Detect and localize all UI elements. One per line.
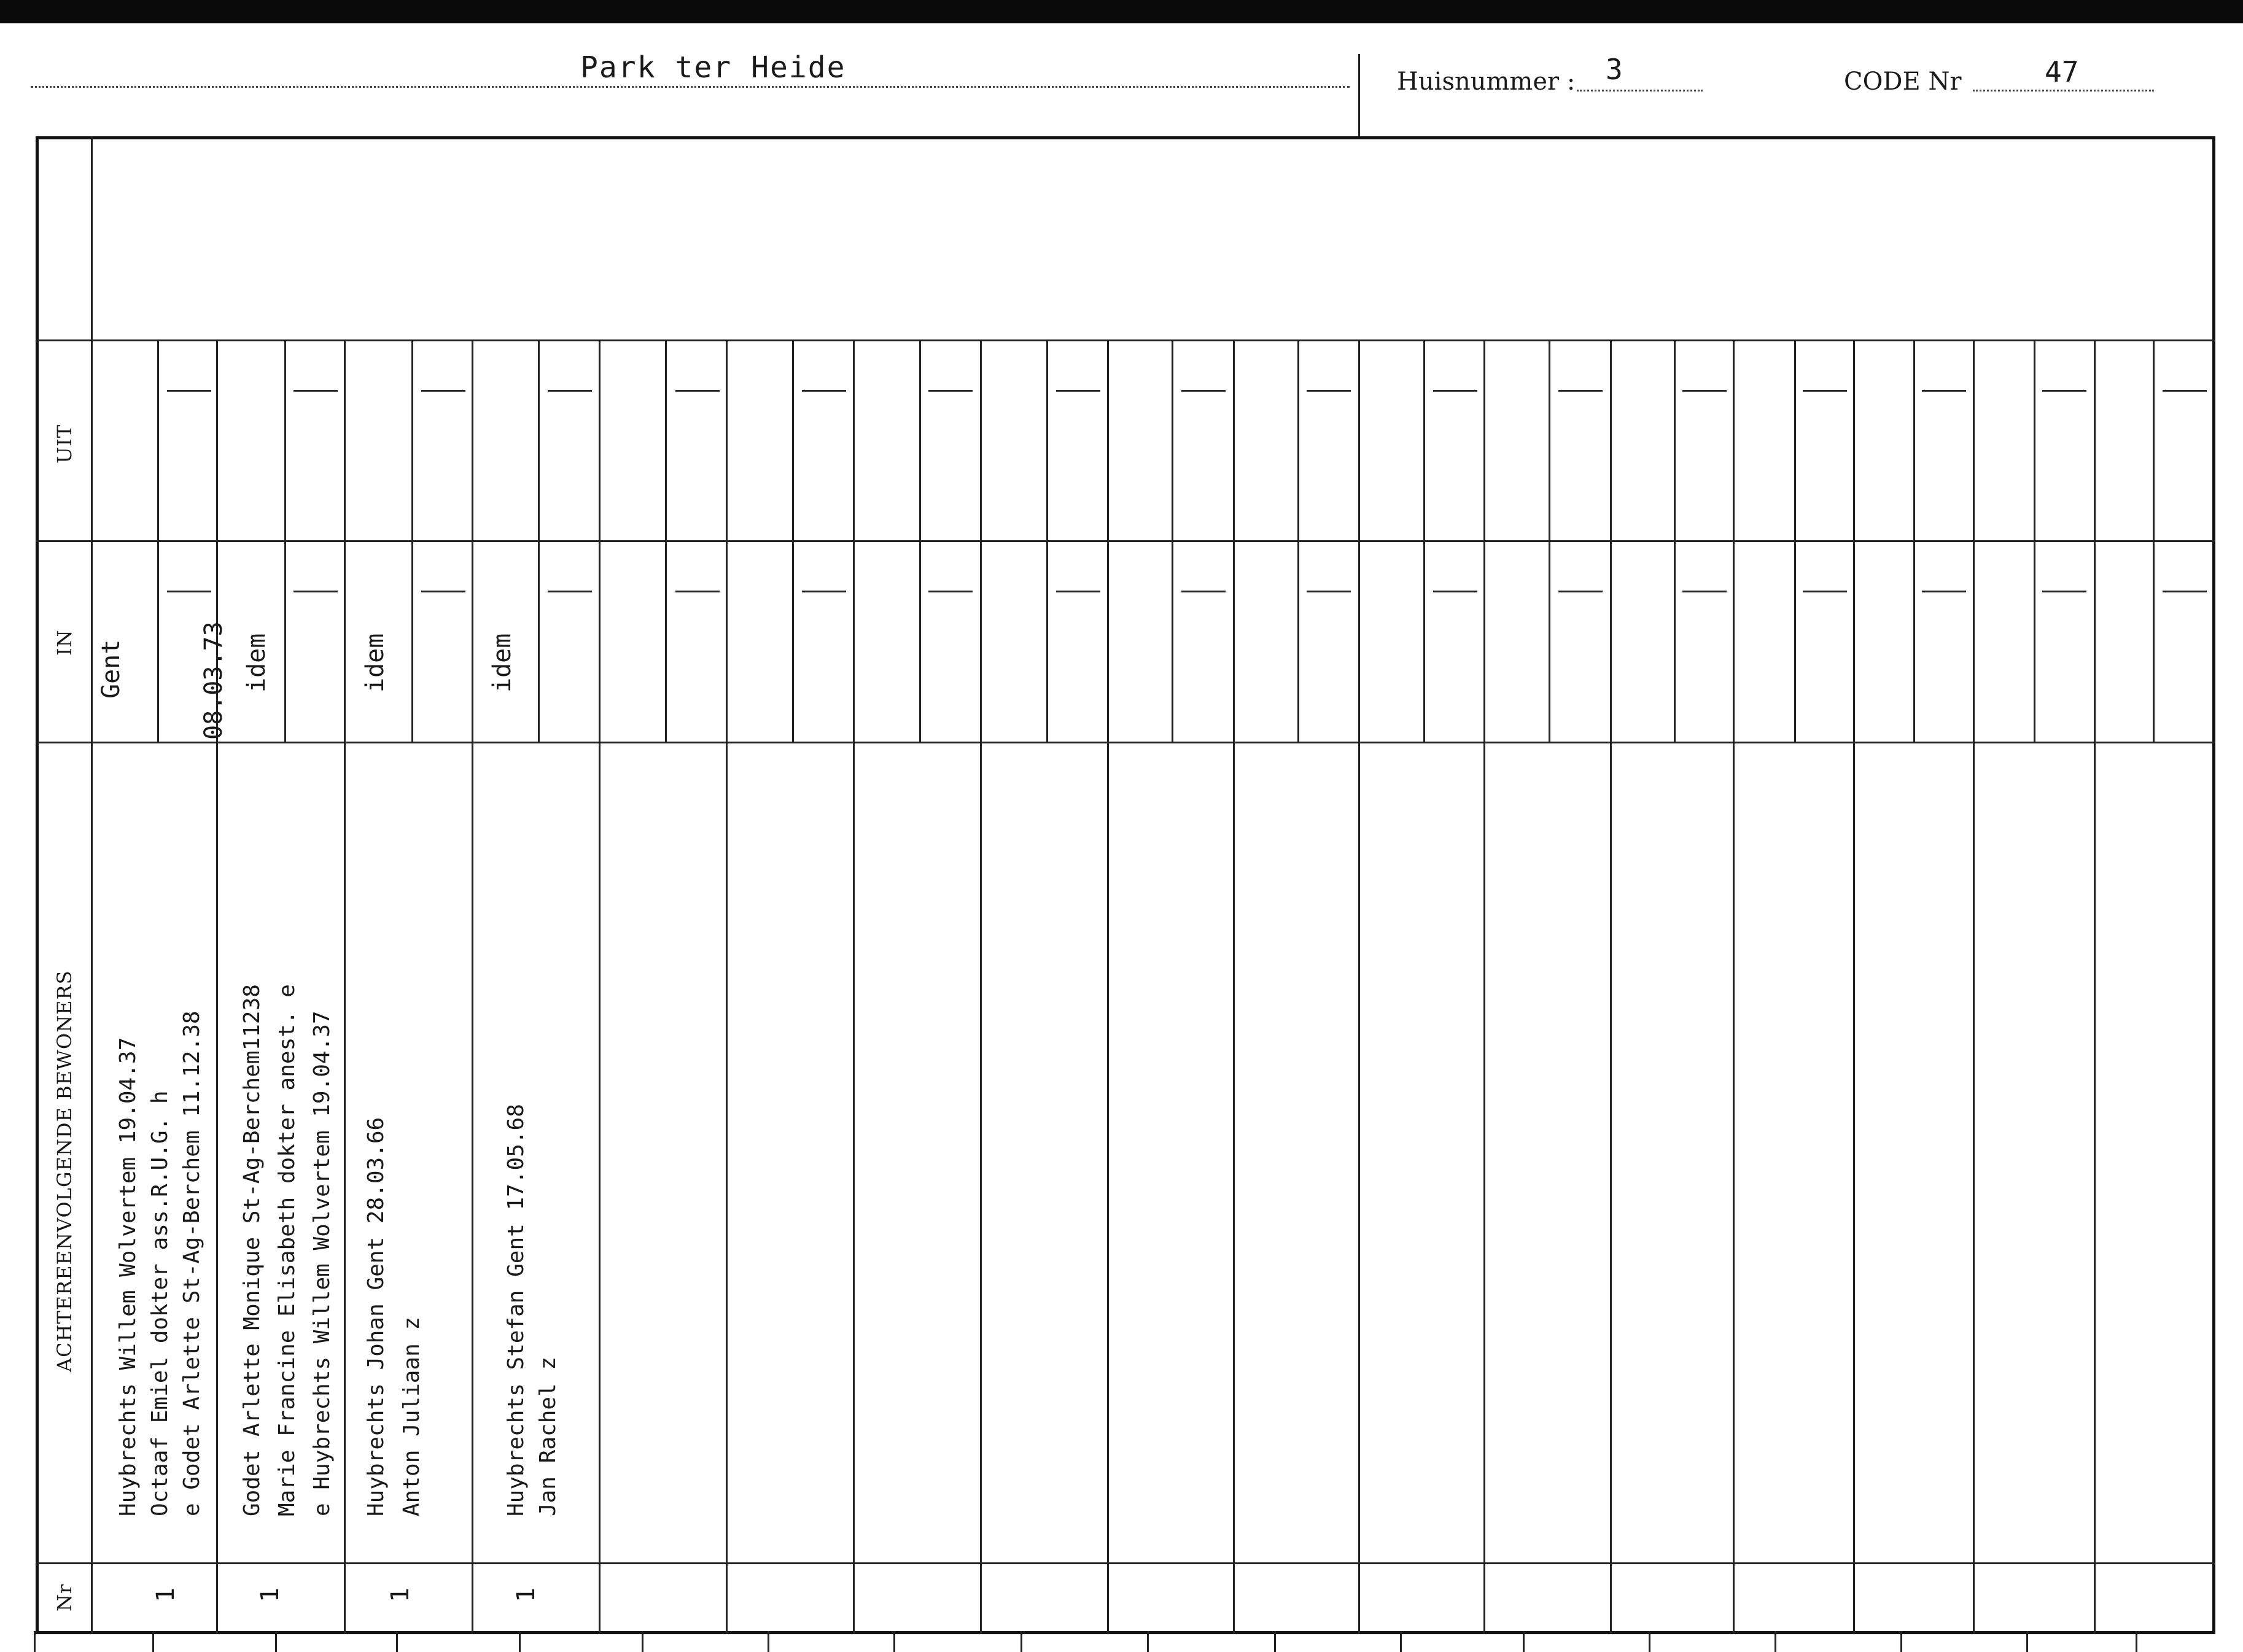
in-dash <box>1558 591 1603 592</box>
nr-top-line <box>36 1562 2215 1564</box>
column-divider <box>980 339 982 1634</box>
uit-dash <box>2042 390 2086 392</box>
entry-3-line-1: Huybrechts Johan Gent 28.03.66 <box>363 1117 389 1516</box>
in-dash <box>928 591 973 592</box>
uit-dash <box>1056 390 1100 392</box>
in-dash <box>802 591 846 592</box>
sub-divider <box>1913 339 1915 742</box>
nr-label: Nr <box>53 1583 76 1611</box>
in-dash <box>1433 591 1477 592</box>
code-value: 47 <box>2045 55 2079 88</box>
entry-1-line-2: Octaaf Emiel dokter ass.R.U.G. h <box>147 1090 173 1516</box>
sub-divider <box>1674 339 1676 742</box>
column-divider <box>599 339 601 1634</box>
street-name: Park ter Heide <box>580 50 846 85</box>
bottom-tick <box>1900 1631 1902 1652</box>
uit-dash <box>1803 390 1847 392</box>
bottom-tick <box>34 1631 36 1652</box>
uit-dash <box>1682 390 1727 392</box>
uit-dash <box>2163 390 2207 392</box>
column-divider <box>726 339 728 1634</box>
uit-dash <box>802 390 846 392</box>
bottom-tick <box>893 1631 895 1652</box>
column-divider <box>344 339 346 1634</box>
entry-2-in-place: idem <box>243 633 271 692</box>
street-underline <box>31 86 1350 88</box>
entry-1-nr: 1 <box>152 1587 181 1603</box>
bottom-tick <box>519 1631 521 1652</box>
in-dash <box>2163 591 2207 592</box>
column-divider <box>1973 339 1975 1634</box>
in-dash <box>1307 591 1351 592</box>
uit-dash <box>1181 390 1226 392</box>
in-dash <box>421 591 465 592</box>
column-divider <box>216 339 218 1634</box>
sub-divider <box>919 339 921 742</box>
bottom-tick <box>152 1631 154 1652</box>
column-divider <box>853 339 855 1634</box>
column-divider <box>1853 339 1855 1634</box>
code-label: CODE Nr <box>1844 68 1962 96</box>
uit-label: UIT <box>53 424 76 463</box>
sub-divider <box>284 339 286 742</box>
entry-2-nr: 1 <box>256 1587 285 1603</box>
in-dash <box>675 591 720 592</box>
uit-top-line <box>36 339 2215 341</box>
entry-4-line-2: Jan Rachel z <box>535 1356 561 1516</box>
bottom-tick <box>1649 1631 1650 1652</box>
in-dash <box>293 591 338 592</box>
bewoners-label: ACHTEREENVOLGENDE BEWONERS <box>53 970 76 1372</box>
bottom-tick <box>2026 1631 2028 1652</box>
header-divider <box>1358 54 1360 136</box>
bottom-tick <box>1523 1631 1525 1652</box>
sub-divider <box>411 339 413 742</box>
uit-dash <box>675 390 720 392</box>
sub-divider <box>538 339 540 742</box>
bottom-tick <box>2136 1631 2137 1652</box>
register-table <box>36 136 2215 1634</box>
entry-4-in-place: idem <box>488 633 516 692</box>
bewoners-top-line <box>36 742 2215 743</box>
entry-1-in-place: Gent <box>97 639 125 699</box>
bottom-tick <box>396 1631 398 1652</box>
in-dash <box>1803 591 1847 592</box>
uit-dash <box>1922 390 1966 392</box>
uit-dash <box>293 390 338 392</box>
uit-dash <box>928 390 973 392</box>
uit-dash <box>1307 390 1351 392</box>
sub-divider <box>1423 339 1425 742</box>
column-divider <box>1233 339 1235 1634</box>
bottom-tick <box>1147 1631 1149 1652</box>
sub-divider <box>2153 339 2155 742</box>
sub-divider <box>1549 339 1550 742</box>
huisnummer-underline <box>1577 90 1703 91</box>
entry-3-nr: 1 <box>386 1587 415 1603</box>
entry-2-line-1: Godet Arlette Monique St-Ag-Berchem11238 <box>239 984 265 1516</box>
uit-dash <box>421 390 465 392</box>
bottom-tick <box>1020 1631 1022 1652</box>
in-dash <box>1056 591 1100 592</box>
entry-4-line-1: Huybrechts Stefan Gent 17.05.68 <box>503 1104 529 1516</box>
sub-divider <box>1046 339 1048 742</box>
scan-top-edge <box>0 0 2243 23</box>
in-dash <box>1181 591 1226 592</box>
label-column-divider <box>91 136 93 1634</box>
sub-divider <box>1172 339 1173 742</box>
column-divider <box>1610 339 1612 1634</box>
column-divider <box>1733 339 1735 1634</box>
entry-1-line-1: Huybrechts Willem Wolvertem 19.04.37 <box>115 1037 141 1516</box>
column-divider <box>1107 339 1109 1634</box>
uit-dash <box>1433 390 1477 392</box>
bottom-tick <box>768 1631 769 1652</box>
sub-divider <box>665 339 667 742</box>
uit-dash <box>548 390 592 392</box>
entry-3-in-place: idem <box>361 633 389 692</box>
entry-4-nr: 1 <box>512 1587 541 1603</box>
in-label: IN <box>53 629 76 656</box>
in-dash <box>2042 591 2086 592</box>
sub-divider <box>157 339 159 742</box>
in-top-line <box>36 540 2215 542</box>
sub-divider <box>2034 339 2035 742</box>
bottom-tick <box>1775 1631 1776 1652</box>
column-divider <box>1483 339 1485 1634</box>
column-divider <box>472 339 473 1634</box>
entry-2-line-3: e Huybrechts Willem Wolvertem 19.04.37 <box>309 1010 335 1516</box>
in-dash <box>1682 591 1727 592</box>
huisnummer-value: 3 <box>1606 53 1623 86</box>
uit-dash <box>1558 390 1603 392</box>
sub-divider <box>1297 339 1299 742</box>
column-divider <box>2094 339 2096 1634</box>
bottom-tick <box>642 1631 643 1652</box>
entry-1-line-3: e Godet Arlette St-Ag-Berchem 11.12.38 <box>179 1010 204 1516</box>
uit-dash <box>167 390 211 392</box>
entry-3-line-2: Anton Juliaan z <box>399 1316 424 1516</box>
entry-1-in-date: 08.03.73 <box>200 621 228 740</box>
bottom-tick <box>1400 1631 1402 1652</box>
in-dash <box>1922 591 1966 592</box>
entry-2-line-2: Marie Francine Elisabeth dokter anest. e <box>274 984 300 1516</box>
in-dash <box>548 591 592 592</box>
column-divider <box>1358 339 1360 1634</box>
sub-divider <box>792 339 794 742</box>
bottom-tick <box>275 1631 277 1652</box>
bottom-tick <box>1274 1631 1276 1652</box>
huisnummer-label: Huisnummer : <box>1397 68 1576 96</box>
sub-divider <box>1794 339 1796 742</box>
in-dash <box>167 591 211 592</box>
code-underline <box>1973 90 2154 91</box>
